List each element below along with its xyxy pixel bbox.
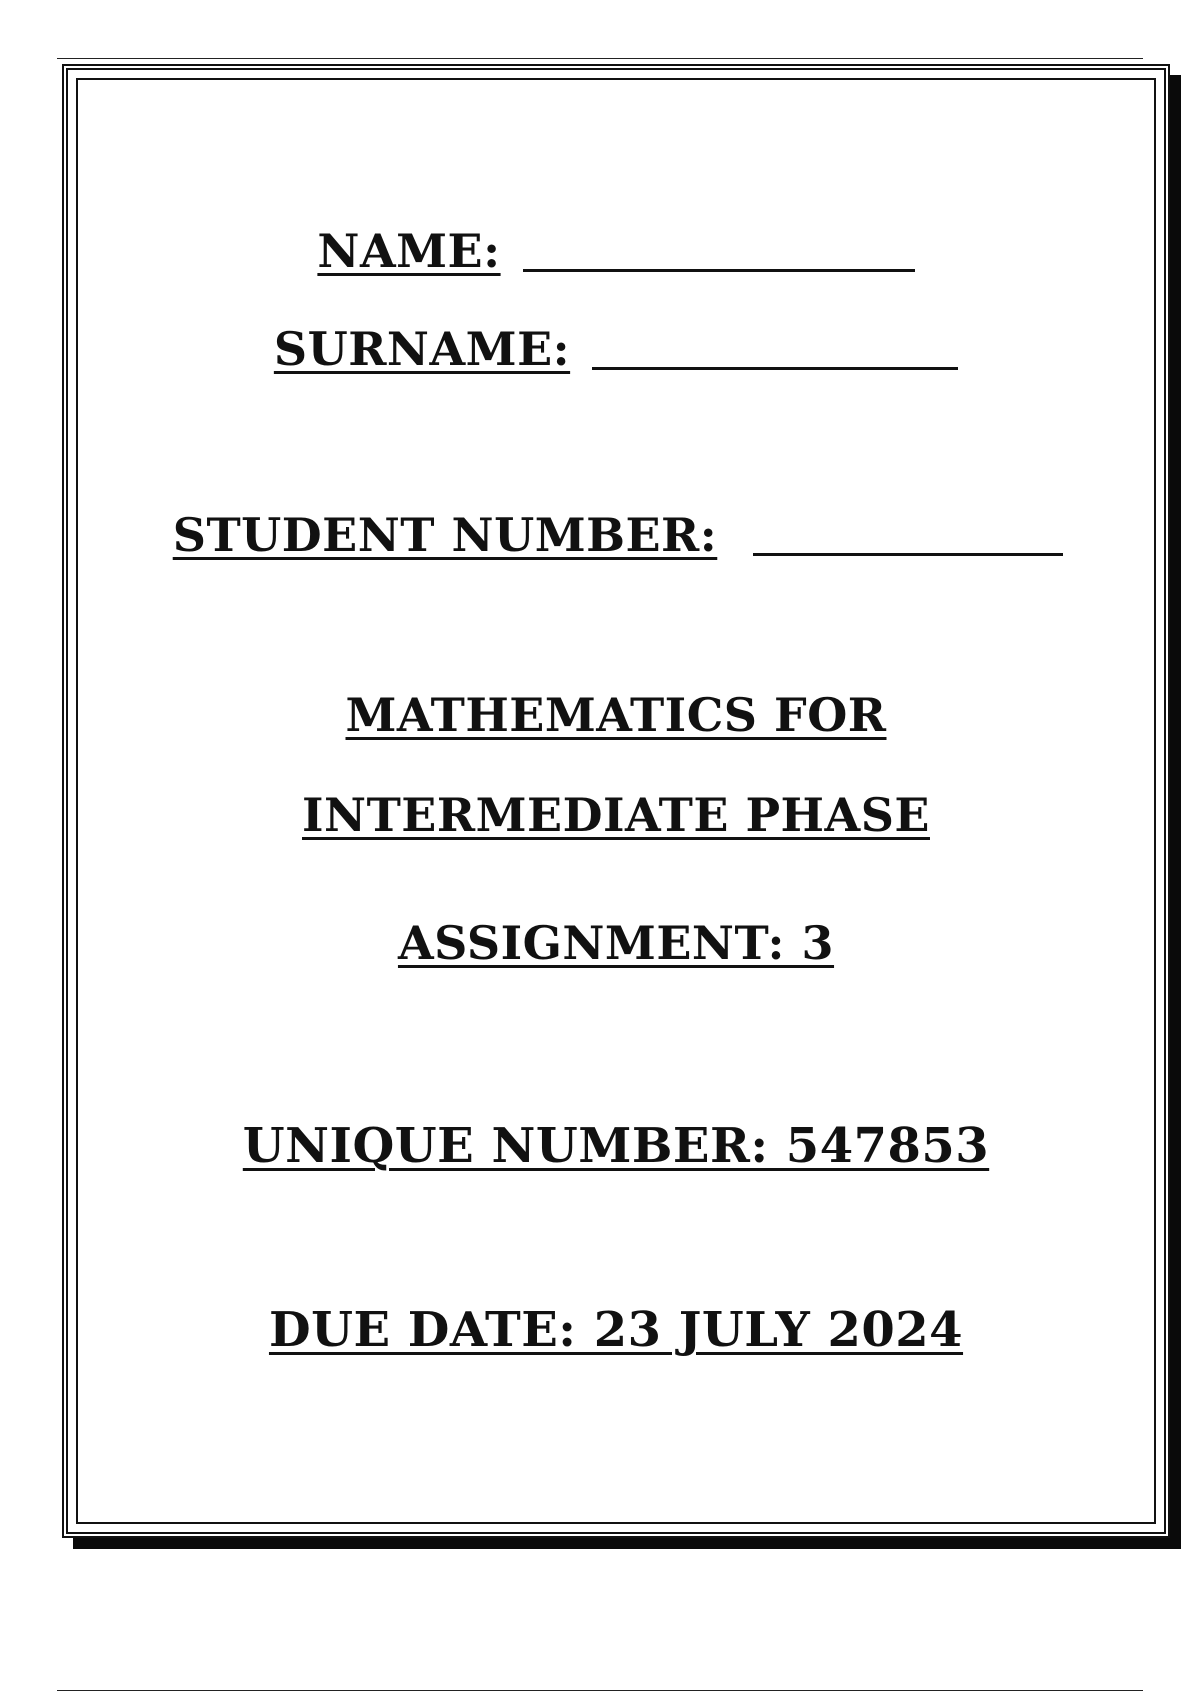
assignment-text: ASSIGNMENT: 3: [397, 916, 835, 970]
name-label: NAME:: [317, 224, 501, 278]
unique-number-text: UNIQUE NUMBER: 547853: [242, 1118, 990, 1174]
course-title-line-1: [68, 688, 1164, 742]
student-number-blank-line[interactable]: [753, 553, 1063, 556]
student-number-row: [68, 508, 1166, 562]
cover-page-frame: [62, 64, 1170, 1538]
surname-blank-line[interactable]: [592, 367, 958, 370]
due-date-text: DUE DATE: 23 JULY 2024: [268, 1302, 964, 1358]
bottom-rule: [57, 1690, 1143, 1691]
course-title-text-1: MATHEMATICS FOR: [345, 688, 887, 742]
course-title-text-2: INTERMEDIATE PHASE: [302, 788, 930, 842]
name-row: [68, 224, 1189, 278]
name-blank-line[interactable]: [523, 269, 915, 272]
course-title-line-2: [68, 788, 1164, 842]
assignment-heading: [68, 916, 1164, 970]
due-date-row: [68, 1302, 1164, 1358]
unique-number-row: [68, 1118, 1164, 1174]
top-rule: [57, 58, 1143, 59]
surname-row: [68, 322, 1174, 376]
surname-label: SURNAME:: [273, 322, 571, 376]
student-number-label: STUDENT NUMBER:: [172, 508, 718, 562]
